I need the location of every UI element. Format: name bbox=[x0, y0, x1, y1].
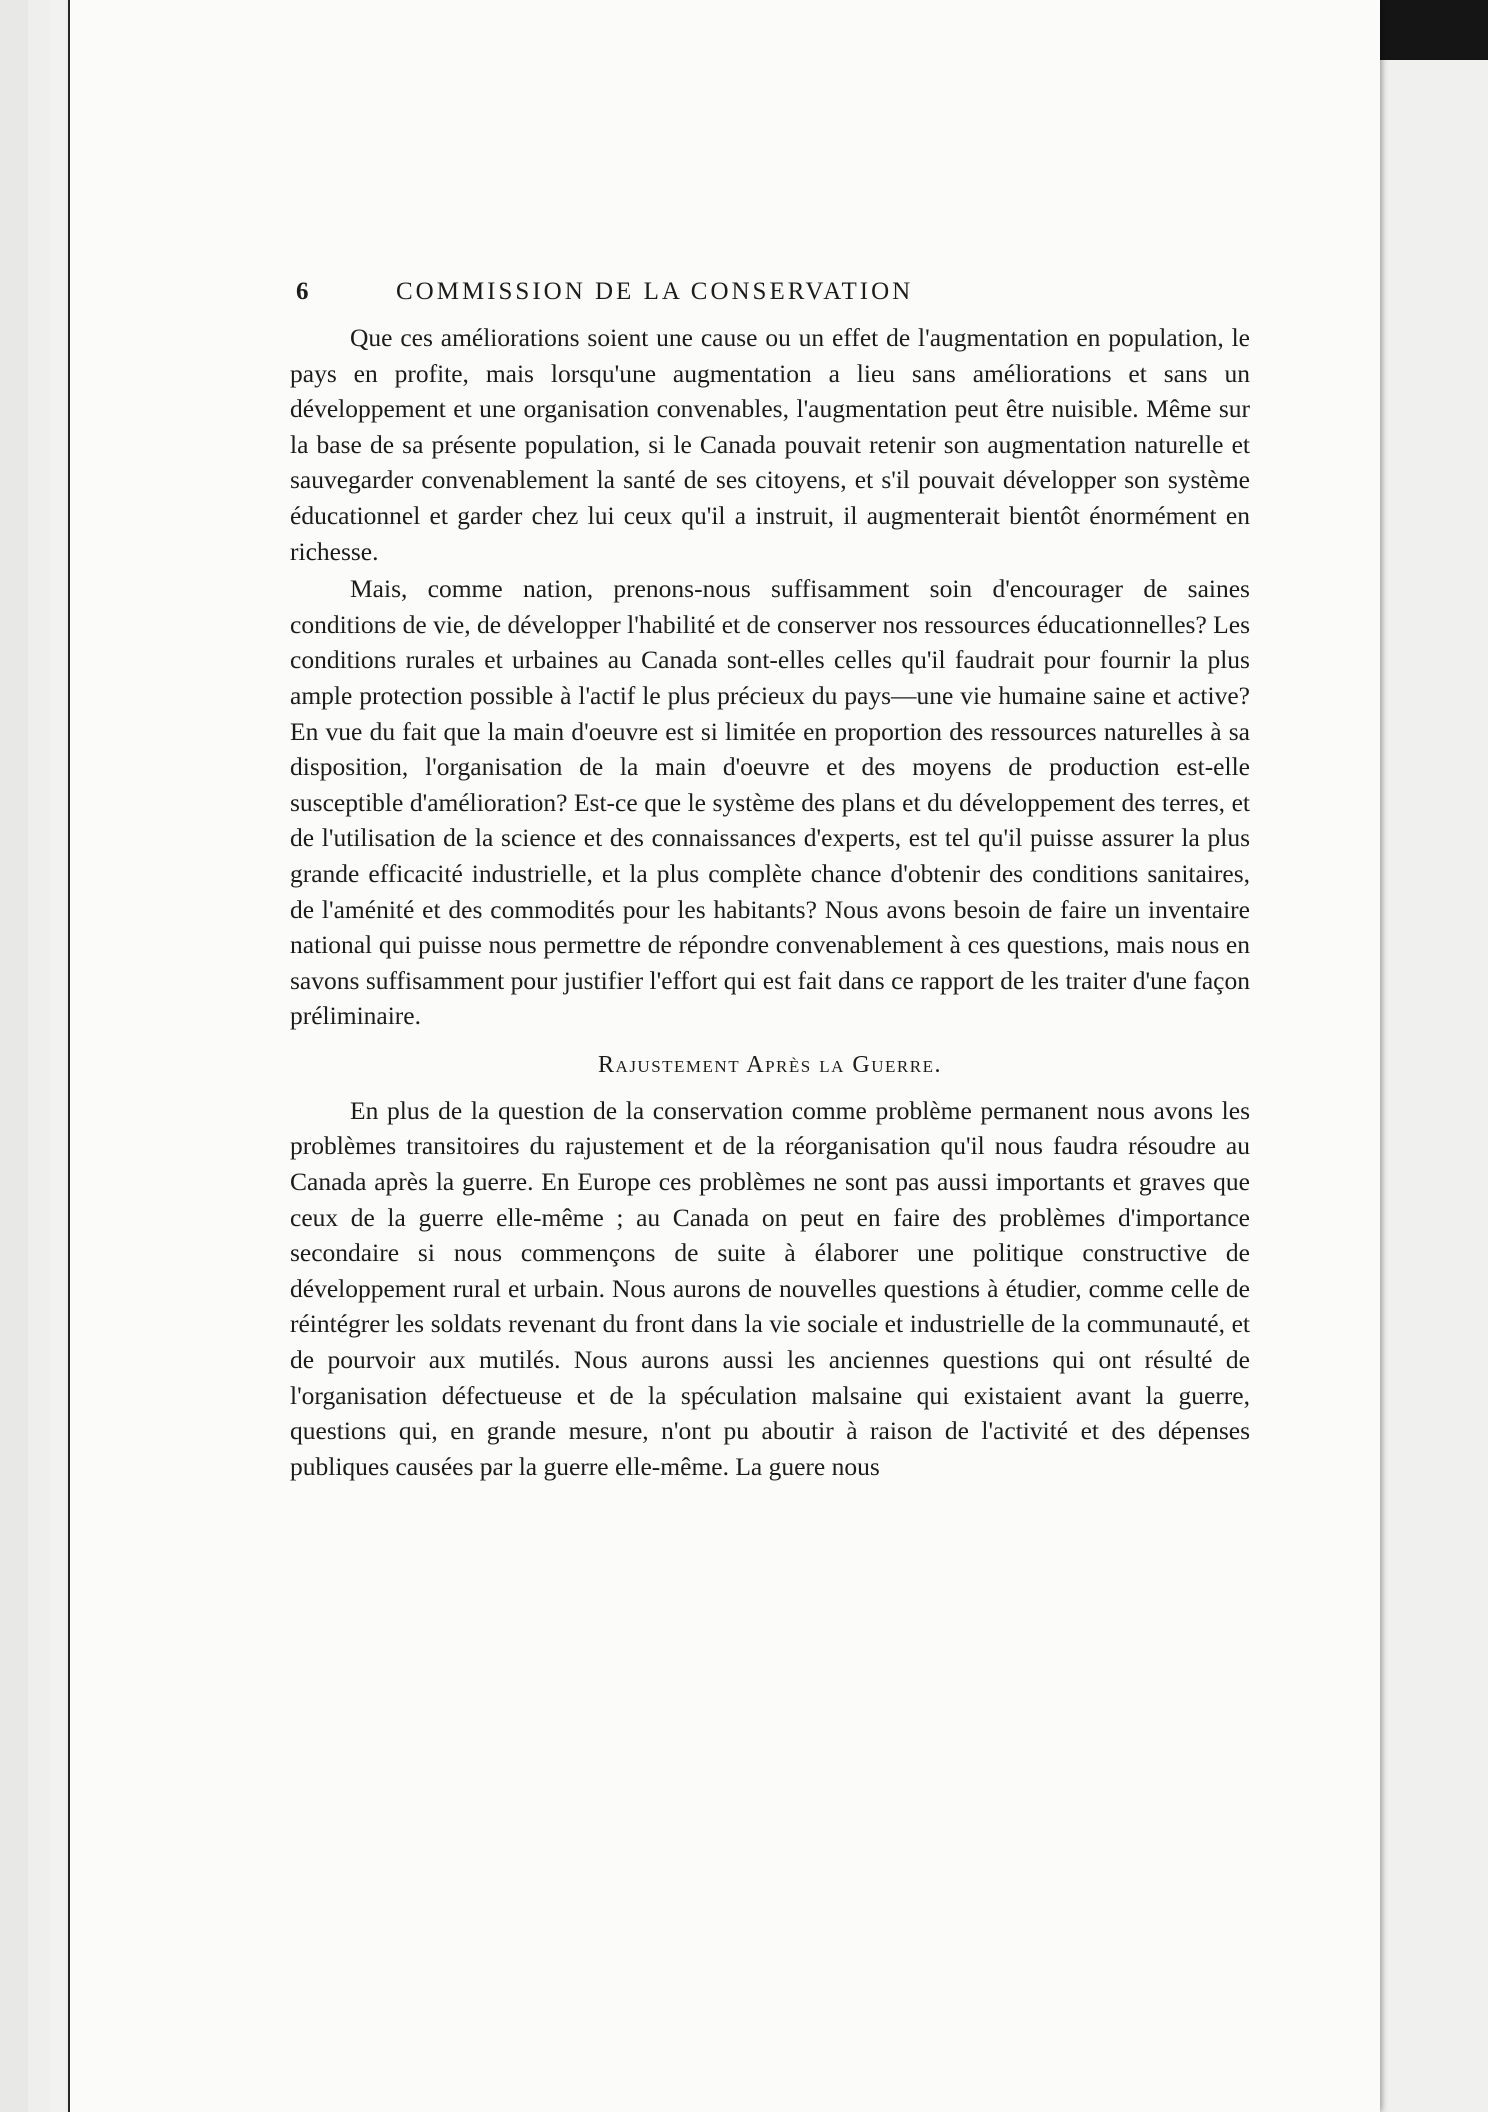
paragraph-1: Que ces améliorations soient une cause ou un effet de l'augmentation en population, le pays en profite, mais lorsqu'une augmentation a lieu sans améliorations et sans un développement et une organisation convenables, l'augmentation peut être nuisible. Même sur la base de sa présente population, si le Canada pouvait retenir son augmentation naturelle et sauvegarder convenablement la santé de ses citoyens, et s'il pouvait développer son système éducationnel et garder chez lui ceux qu'il a instruit, il augmenterait bientôt énormément en richesse. bbox=[290, 323, 1250, 566]
page-edge-left-outer bbox=[0, 0, 29, 2112]
section-heading: Rajustement Après la Guerre. bbox=[598, 1051, 942, 1078]
page-edge-left-middle bbox=[28, 0, 51, 2112]
page-edge-left-inner bbox=[50, 0, 70, 2112]
running-head bbox=[290, 278, 1250, 306]
paragraph-2: Mais, comme nation, prenons-nous suffisamment soin d'encourager de saines conditions de vie, de développer l'habilité et de conserver nos ressources éducationnelles? Les conditions rurales et urbaines au Canada sont-elles celles qu'il faudrait pour fournir la plus ample protection possible à l'actif le plus précieux du pays—une vie humaine saine et active? En vue du fait que la main d'oeuvre est si limitée en proportion des ressources naturelles à sa disposition, l'organisation de la main d'oeuvre et des moyens de production est-elle susceptible d'amélioration? Est-ce que le système des plans et du développement des terres, et de l'utilisation de la science et des connaissances d'experts, est tel qu'il puisse assurer la plus grande efficacité industrielle, et la plus complète chance d'obtenir des conditions sanitaires, de l'aménité et des commodités pour les habitants? Nous avons besoin de faire un inventaire national qui puisse nous permettre de répondre convenablement à ces questions, mais nous en savons suffisamment pour justifier l'effort qui est fait dans ce rapport de les traiter d'une façon préliminaire. bbox=[290, 574, 1250, 1031]
page-number: 6 bbox=[296, 278, 309, 305]
book-page bbox=[70, 0, 1380, 2112]
adjacent-page-edge bbox=[1376, 60, 1488, 2112]
page-text-block bbox=[290, 278, 1250, 1484]
paragraph-3: En plus de la question de la conservation comme problème permanent nous avons les problèmes transitoires du rajustement et de la réorganisation qu'il nous faudra résoudre au Canada après la guerre. En Europe ces problèmes ne sont pas aussi importants et graves que ceux de la guerre elle-même ; au Canada on peut en faire des problèmes d'importance secondaire si nous commençons de suite à élaborer une politique constructive de développement rural et urbain. Nous aurons de nouvelles questions à étudier, comme celle de réintégrer les soldats revenant du front dans la vie sociale et industrielle de la communauté, et de pourvoir aux mutilés. Nous aurons aussi les anciennes questions qui ont résulté de l'organisation défectueuse et de la spéculation malsaine qui existaient avant la guerre, questions qui, en grande mesure, n'ont pu aboutir à raison de l'activité et des dépenses publiques causées par la guerre elle-même. La guere nous bbox=[290, 1095, 1250, 1481]
running-head-title: COMMISSION DE LA CONSERVATION bbox=[396, 278, 914, 305]
